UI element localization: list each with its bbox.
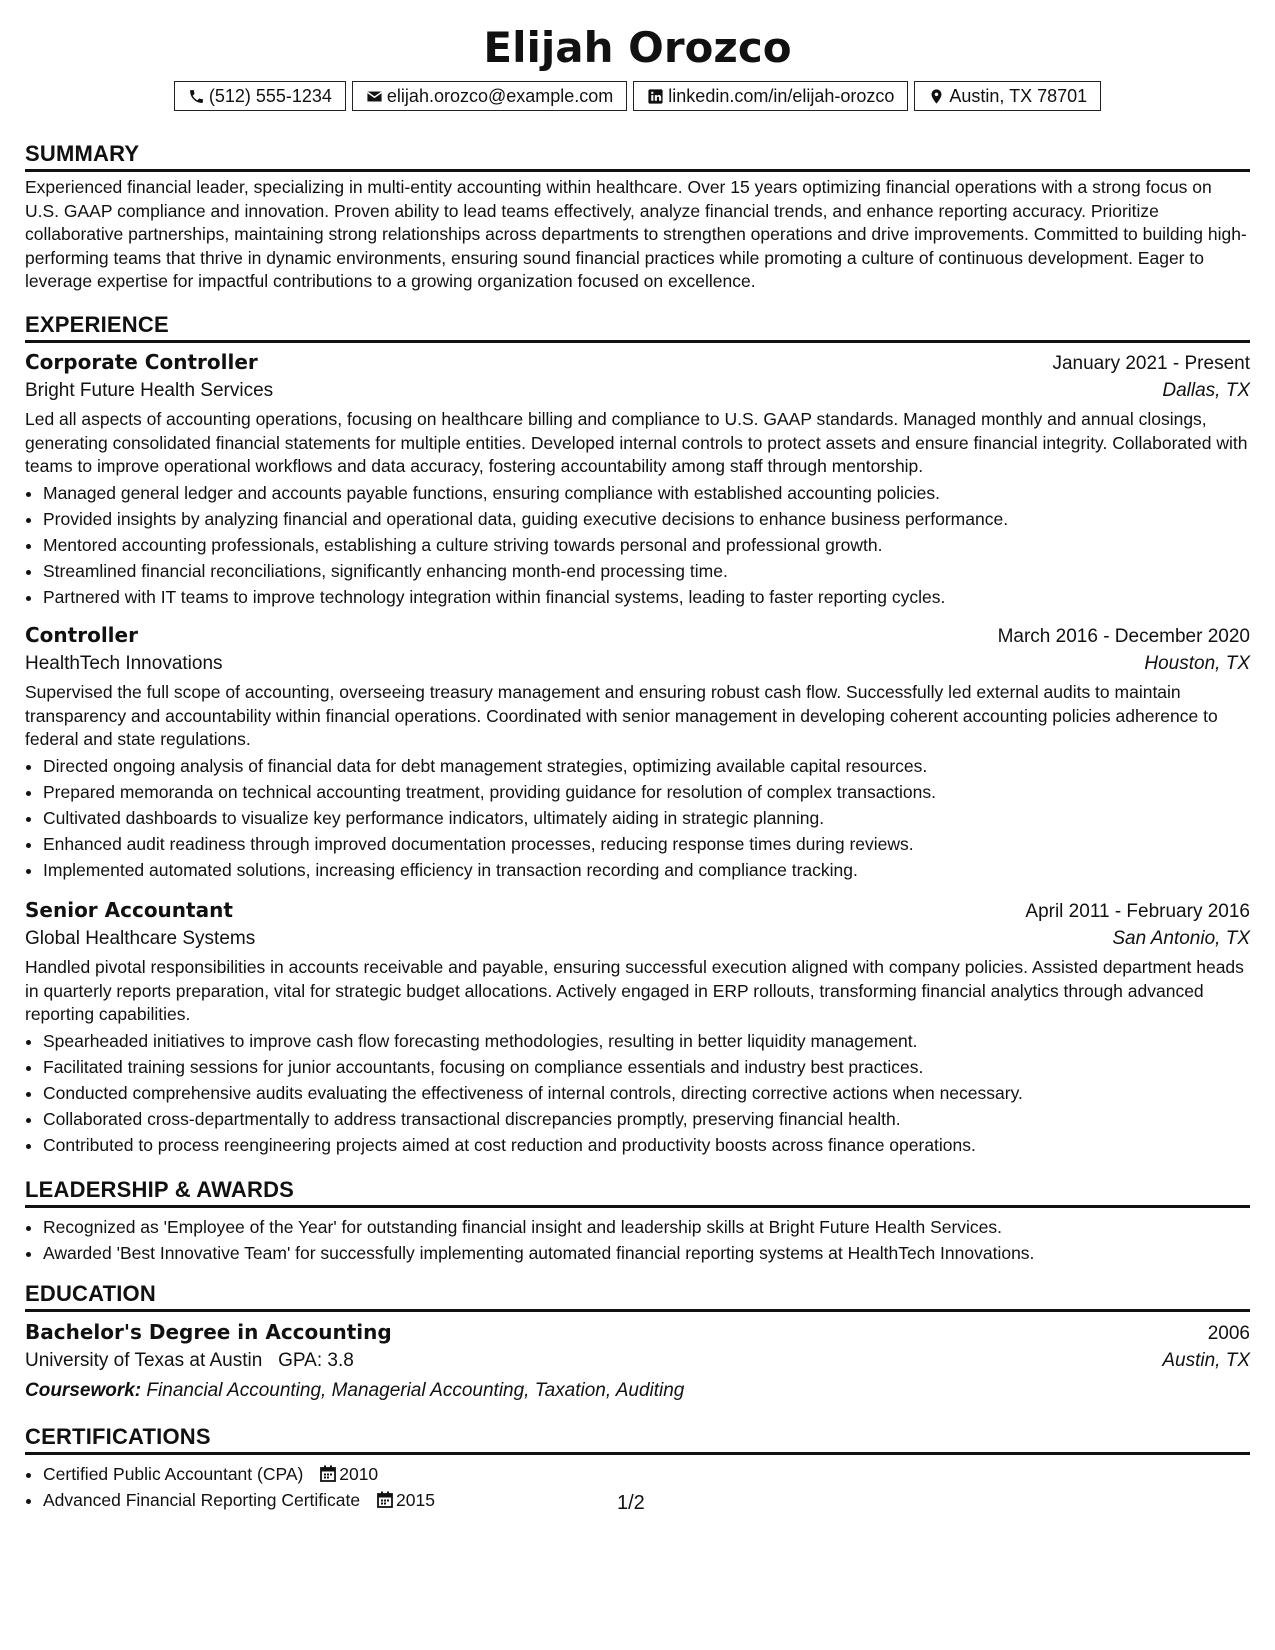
section-divider (25, 340, 1250, 343)
contact-linkedin[interactable] (633, 81, 908, 111)
cert-year: 2015 (396, 1490, 435, 1510)
section-divider (25, 169, 1250, 172)
resume-page (25, 0, 1250, 1650)
calendar-icon (320, 1465, 336, 1482)
job-bullets (25, 1028, 1250, 1158)
company-name: Bright Future Health Services (25, 380, 274, 401)
education-section (25, 1280, 1250, 1402)
cert-year: 2010 (339, 1464, 379, 1484)
contact-phone[interactable] (174, 81, 346, 111)
job-location: San Antonio, TX (1112, 928, 1250, 949)
contact-bar (25, 81, 1250, 111)
summary-section (25, 140, 1250, 294)
experience-heading: EXPERIENCE (25, 312, 169, 337)
coursework-label: Coursework: (25, 1380, 142, 1401)
phone-text: (512) 555-1234 (208, 85, 332, 106)
list-item: • Provided insights by analyzing financial and operational data, guiding executive decisions to enhance business performance. (43, 506, 1250, 532)
school-location: Austin, TX (1162, 1350, 1250, 1371)
job-description: Supervised the full scope of accounting, overseeing treasury management and ensuring robust cash flow. Successfully led external audits to maintain transparency and accountability within financial operations. Coordinated with senior management in developing coherent accounting policies adherence to federal and state regulations. (25, 682, 1218, 749)
linkedin-text: linkedin.com/in/elijah-orozco (668, 85, 895, 106)
job-entry (25, 623, 1250, 883)
contact-location[interactable] (914, 81, 1101, 111)
linkedin-icon (647, 88, 664, 105)
job-entry (25, 898, 1250, 1158)
job-title: Corporate Controller (25, 350, 258, 374)
job-description: Handled pivotal responsibilities in accounts receivable and payable, ensuring successful execution aligned with company policies. Assisted department heads in quarterly reports preparation, vital for strategic budget allocations. Actively engaged in ERP rollouts, transforming financial analytics through advanced reporting capabilities. (25, 957, 1244, 1024)
map-pin-icon (928, 88, 945, 105)
phone-icon (188, 88, 205, 105)
graduation-year: 2006 (1207, 1323, 1250, 1344)
contact-email[interactable] (352, 81, 627, 111)
job-title: Senior Accountant (25, 898, 233, 922)
company-name: HealthTech Innovations (25, 653, 223, 674)
list-item: • Mentored accounting professionals, establishing a culture striving towards personal and professional growth. (43, 532, 1250, 558)
list-item (43, 1487, 1250, 1513)
list-item: • Collaborated cross-departmentally to address transactional discrepancies promptly, preserving financial health. (43, 1106, 1250, 1132)
summary-text: Experienced financial leader, specializing in multi-entity accounting within healthcare. Over 15 years optimizing financial operations with a strong focus on U.S. GAAP compliance and innovation. Proven ability to lead teams effectively, analyze financial trends, and enhance reporting accuracy. Prioritize collaborative partnerships, maintaining strong relationships across departments to strengthen operations and drive improvements. Committed to building high-performing teams that thrive in dynamic environments, ensuring sound financial practices while promoting a culture of continuous development. Eager to leverage expertise for impactful contributions to a growing organization focused on excellence. (25, 177, 1247, 291)
certifications-heading: CERTIFICATIONS (25, 1424, 211, 1449)
summary-heading: SUMMARY (25, 141, 140, 166)
list-item: • Recognized as 'Employee of the Year' for outstanding financial insight and leadership skills at Bright Future Health Services. (43, 1214, 1250, 1240)
job-dates: January 2021 - Present (1052, 353, 1250, 374)
page-number: 1/2 (617, 1492, 645, 1514)
list-item: • Facilitated training sessions for junior accountants, focusing on compliance essentials and industry best practices. (43, 1054, 1250, 1080)
job-dates: April 2011 - February 2016 (1025, 901, 1250, 922)
experience-section (25, 311, 1250, 343)
envelope-icon (366, 88, 383, 105)
list-item: • Cultivated dashboards to visualize key performance indicators, ultimately aiding in strategic planning. (43, 805, 1250, 831)
list-item: • Partnered with IT teams to improve technology integration within financial systems, leading to faster reporting cycles. (43, 584, 1250, 610)
coursework-list: Financial Accounting, Managerial Accounting, Taxation, Auditing (146, 1380, 685, 1401)
list-item: • Managed general ledger and accounts payable functions, ensuring compliance with established accounting policies. (43, 480, 1250, 506)
awards-list (25, 1214, 1250, 1266)
leadership-section (25, 1176, 1250, 1266)
cert-name: Certified Public Accountant (CPA) (43, 1464, 304, 1484)
job-location: Houston, TX (1144, 653, 1250, 674)
job-bullets (25, 753, 1250, 883)
section-divider (25, 1205, 1250, 1208)
list-item: • Spearheaded initiatives to improve cash flow forecasting methodologies, resulting in better liquidity management. (43, 1028, 1250, 1054)
job-bullets (25, 480, 1250, 610)
list-item: • Directed ongoing analysis of financial data for debt management strategies, optimizing available capital resources. (43, 753, 1250, 779)
list-item (43, 1461, 1250, 1487)
company-name: Global Healthcare Systems (25, 928, 256, 949)
list-item: • Awarded 'Best Innovative Team' for successfully implementing automated financial reporting systems at HealthTech Innovations. (43, 1240, 1250, 1266)
section-divider (25, 1452, 1250, 1455)
email-text: elijah.orozco@example.com (386, 85, 614, 106)
leadership-heading: LEADERSHIP & AWARDS (25, 1177, 295, 1202)
school-name: University of Texas at Austin (25, 1350, 263, 1371)
degree-title: Bachelor's Degree in Accounting (25, 1320, 392, 1344)
job-dates: March 2016 - December 2020 (997, 626, 1250, 647)
calendar-icon (377, 1491, 393, 1508)
job-description: Led all aspects of accounting operations, focusing on healthcare billing and compliance to U.S. GAAP standards. Managed monthly and annual closings, generating consolidated financial statements for multiple entities. Developed internal controls to protect assets and ensure financial integrity. Collaborated with teams to improve operational workflows and data accuracy, fostering accountability among staff through mentorship. (25, 409, 1248, 476)
cert-name: Advanced Financial Reporting Certificate (43, 1490, 361, 1510)
list-item: • Enhanced audit readiness through improved documentation processes, reducing response times during reviews. (43, 831, 1250, 857)
job-title: Controller (25, 623, 138, 647)
job-location: Dallas, TX (1162, 380, 1250, 401)
gpa: GPA: 3.8 (278, 1350, 354, 1371)
list-item: • Contributed to process reengineering projects aimed at cost reduction and productivity boosts across finance operations. (43, 1132, 1250, 1158)
list-item: • Prepared memoranda on technical accounting treatment, providing guidance for resolution of complex transactions. (43, 779, 1250, 805)
list-item: • Implemented automated solutions, increasing efficiency in transaction recording and compliance tracking. (43, 857, 1250, 883)
list-item: • Conducted comprehensive audits evaluating the effectiveness of internal controls, directing corrective actions when necessary. (43, 1080, 1250, 1106)
job-entry (25, 350, 1250, 610)
section-divider (25, 1309, 1250, 1312)
location-text: Austin, TX 78701 (949, 85, 1088, 106)
candidate-name: Elijah Orozco (483, 23, 792, 72)
education-heading: EDUCATION (25, 1281, 156, 1306)
coursework (25, 1380, 1250, 1402)
list-item: • Streamlined financial reconciliations, significantly enhancing month-end processing time. (43, 558, 1250, 584)
